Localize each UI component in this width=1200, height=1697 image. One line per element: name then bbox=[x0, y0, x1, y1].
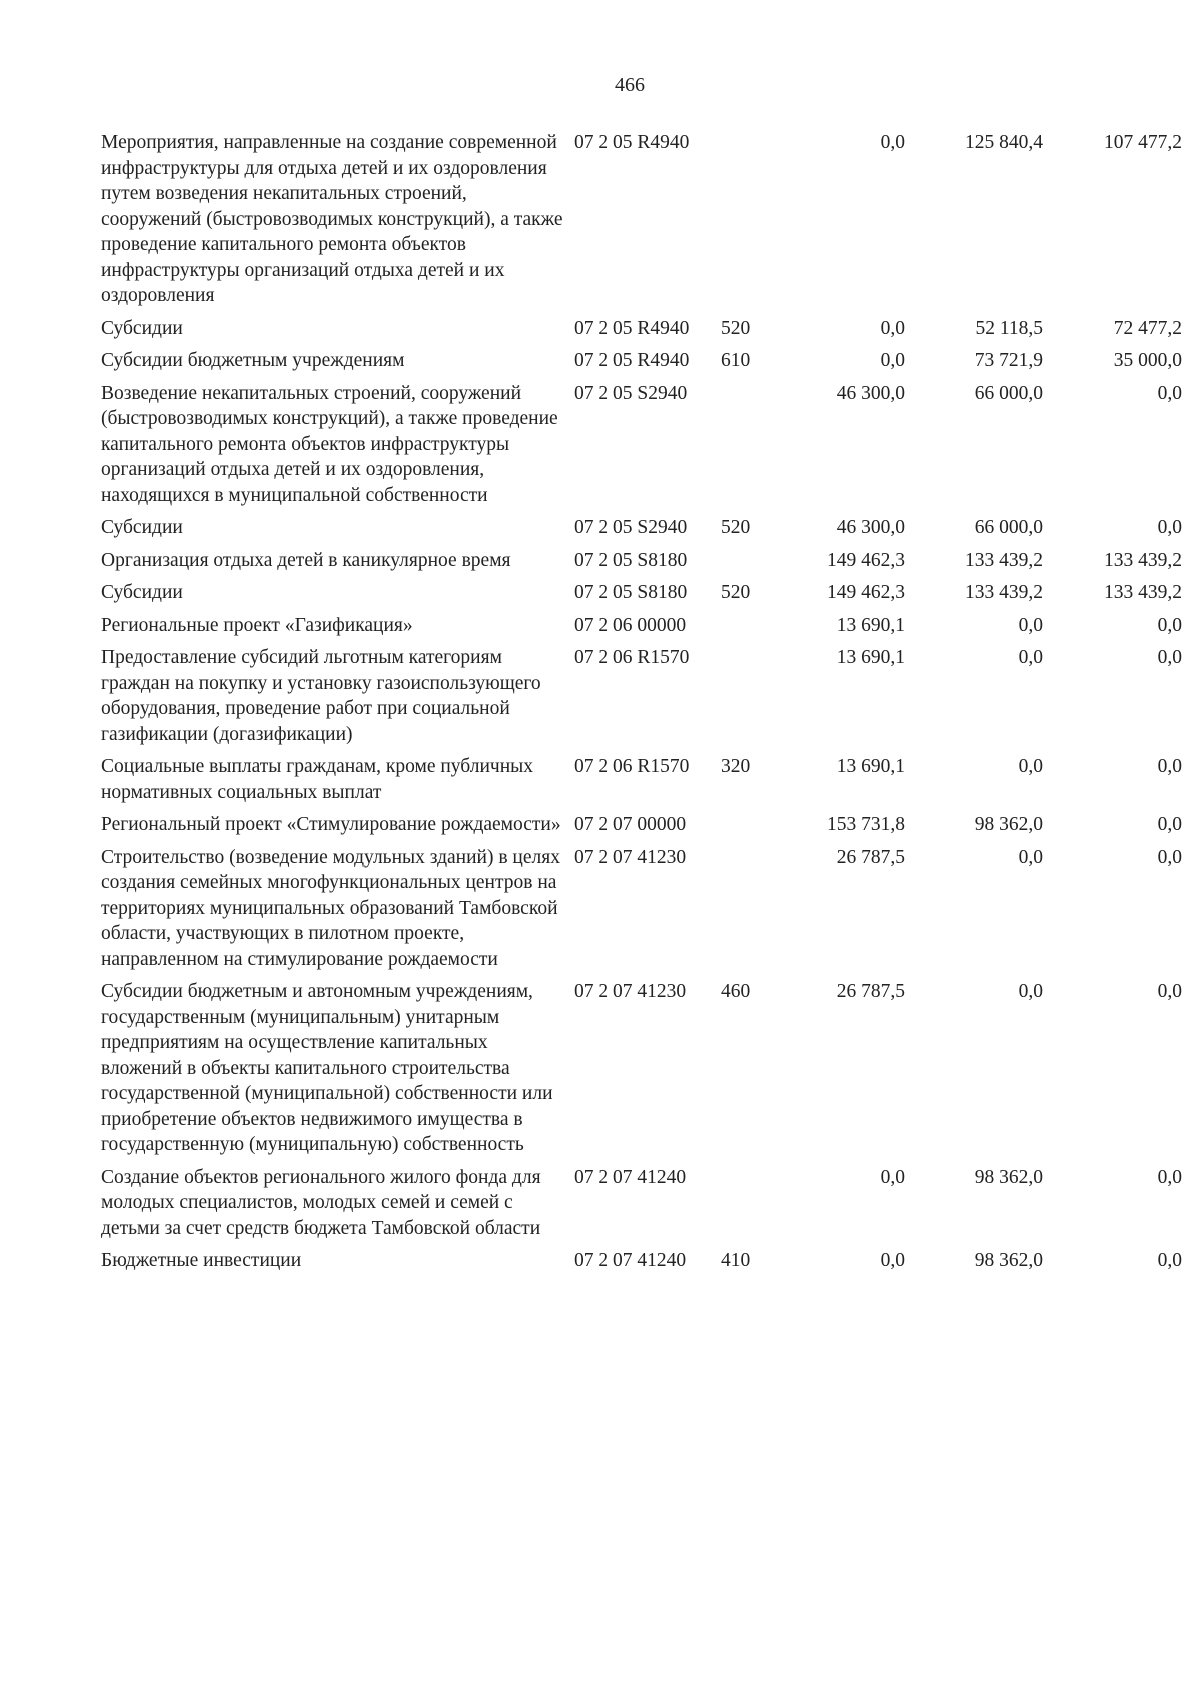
table-row bbox=[101, 580, 1182, 606]
row-value-1: 13 690,1 bbox=[836, 647, 905, 668]
row-value-1: 0,0 bbox=[880, 132, 905, 153]
row-value-2: 0,0 bbox=[1018, 614, 1043, 636]
table-row bbox=[101, 348, 1182, 374]
row-value-3: 72 477,2 bbox=[1113, 317, 1182, 339]
row-name: Региональный проект «Стимулирование рождаемости» bbox=[101, 814, 561, 835]
row-value-3: 133 439,2 bbox=[1104, 582, 1182, 603]
row-name: Мероприятия, направленные на создание современной инфраструктуры для отдыха детей и их оздоровления путем возведения некапитальных строений, сооружений (быстровозводимых конструкций), а также проведение капитального ремонта объектов инфраструктуры организаций отдыха детей и их оздоровления bbox=[101, 132, 563, 306]
row-expense-type: 520 bbox=[721, 582, 751, 603]
row-value-1: 0,0 bbox=[880, 350, 905, 371]
row-value-2: 133 439,2 bbox=[965, 582, 1043, 603]
row-name: Создание объектов регионального жилого фонда для молодых специалистов, молодых семей и семей с детьми за счет средств бюджета Тамбовской области bbox=[101, 1166, 541, 1239]
row-value-3: 0,0 bbox=[1157, 981, 1182, 1002]
table-row bbox=[101, 845, 1182, 973]
row-value-3: 35 000,0 bbox=[1113, 350, 1182, 371]
row-value-2: 125 840,4 bbox=[965, 132, 1043, 153]
row-value-2: 0,0 bbox=[1018, 846, 1043, 868]
row-code: 07 2 06 00000 bbox=[574, 614, 687, 636]
table-row bbox=[101, 613, 1182, 639]
table-row bbox=[101, 1165, 1182, 1242]
row-value-1: 0,0 bbox=[880, 1166, 905, 1188]
row-value-1: 46 300,0 bbox=[836, 517, 905, 538]
row-code: 07 2 05 S2940 bbox=[574, 517, 688, 538]
table-row bbox=[101, 645, 1182, 747]
row-value-1: 149 462,3 bbox=[827, 549, 905, 571]
page-number: 466 bbox=[615, 74, 645, 96]
row-name: Возведение некапитальных строений, сооружений (быстровозводимых конструкций), а также проведение капитального ремонта объектов инфраструктуры организаций отдыха детей и их оздоровления, находящихся в муниципальной собственности bbox=[101, 382, 558, 506]
row-code: 07 2 05 R4940 bbox=[574, 350, 690, 371]
row-value-3: 0,0 bbox=[1157, 647, 1182, 668]
table-row bbox=[101, 979, 1182, 1158]
row-expense-type: 320 bbox=[721, 756, 751, 777]
row-code: 07 2 07 41230 bbox=[574, 846, 687, 868]
row-code: 07 2 05 S2940 bbox=[574, 382, 688, 404]
row-code: 07 2 06 R1570 bbox=[574, 756, 690, 777]
row-expense-type: 520 bbox=[721, 317, 751, 339]
row-value-2: 73 721,9 bbox=[974, 350, 1043, 371]
row-value-2: 66 000,0 bbox=[974, 517, 1043, 538]
row-value-3: 0,0 bbox=[1157, 846, 1182, 868]
row-name: Региональные проект «Газификация» bbox=[101, 614, 413, 636]
table-row bbox=[101, 754, 1182, 805]
row-value-3: 107 477,2 bbox=[1104, 132, 1182, 153]
row-name: Предоставление субсидий льготным категориям граждан на покупку и установку газоиспользующего оборудования, проведение работ при социальной газификации (догазификации) bbox=[101, 647, 541, 745]
row-value-2: 0,0 bbox=[1018, 647, 1043, 668]
row-code: 07 2 05 R4940 bbox=[574, 317, 690, 339]
row-value-3: 0,0 bbox=[1157, 382, 1182, 404]
table-row bbox=[101, 316, 1182, 342]
row-name: Субсидии bbox=[101, 517, 183, 538]
row-value-2: 66 000,0 bbox=[974, 382, 1043, 404]
row-name: Социальные выплаты гражданам, кроме публичных нормативных социальных выплат bbox=[101, 756, 533, 803]
table-row bbox=[101, 130, 1182, 309]
row-name: Строительство (возведение модульных зданий) в целях создания семейных многофункциональных центров на территориях муниципальных образований Тамбовской области, участвующих в пилотном проекте, направленном на стимулирование рождаемости bbox=[101, 846, 560, 970]
row-value-1: 149 462,3 bbox=[827, 582, 905, 603]
row-code: 07 2 07 41230 bbox=[574, 981, 687, 1002]
row-value-1: 26 787,5 bbox=[836, 846, 905, 868]
row-value-2: 0,0 bbox=[1018, 981, 1043, 1002]
row-expense-type: 410 bbox=[721, 1250, 751, 1271]
row-value-3: 0,0 bbox=[1157, 1166, 1182, 1188]
row-code: 07 2 05 R4940 bbox=[574, 132, 690, 153]
row-code: 07 2 07 41240 bbox=[574, 1166, 687, 1188]
row-code: 07 2 06 R1570 bbox=[574, 647, 690, 668]
row-value-3: 0,0 bbox=[1157, 756, 1182, 777]
table-row bbox=[101, 1248, 1182, 1274]
row-code: 07 2 07 00000 bbox=[574, 814, 687, 835]
row-name: Субсидии бюджетным учреждениям bbox=[101, 350, 405, 371]
row-value-1: 26 787,5 bbox=[836, 981, 905, 1002]
row-value-1: 13 690,1 bbox=[836, 756, 905, 777]
table-row bbox=[101, 381, 1182, 509]
row-value-3: 0,0 bbox=[1157, 614, 1182, 636]
row-name: Бюджетные инвестиции bbox=[101, 1250, 302, 1271]
row-value-2: 133 439,2 bbox=[965, 549, 1043, 571]
row-value-2: 98 362,0 bbox=[974, 1250, 1043, 1271]
row-code: 07 2 05 S8180 bbox=[574, 582, 688, 603]
table-row bbox=[101, 548, 1182, 574]
row-value-2: 0,0 bbox=[1018, 756, 1043, 777]
row-value-1: 13 690,1 bbox=[836, 614, 905, 636]
row-expense-type: 610 bbox=[721, 350, 751, 371]
row-value-2: 52 118,5 bbox=[975, 317, 1043, 339]
row-code: 07 2 05 S8180 bbox=[574, 549, 688, 571]
table-row bbox=[101, 812, 1182, 838]
row-code: 07 2 07 41240 bbox=[574, 1250, 687, 1271]
row-value-2: 98 362,0 bbox=[974, 1166, 1043, 1188]
row-value-1: 46 300,0 bbox=[836, 382, 905, 404]
row-value-1: 0,0 bbox=[880, 317, 905, 339]
row-value-3: 0,0 bbox=[1157, 1250, 1182, 1271]
row-expense-type: 460 bbox=[721, 981, 751, 1002]
row-expense-type: 520 bbox=[721, 517, 751, 538]
row-name: Субсидии бюджетным и автономным учреждениям, государственным (муниципальным) унитарным предприятиям на осуществление капитальных вложений в объекты капитального строительства государственной (муниципальной) собственности или приобретение объектов недвижимого имущества в государственную (муниципальную) собственность bbox=[101, 981, 553, 1155]
budget-table bbox=[101, 130, 1182, 1281]
table-row bbox=[101, 515, 1182, 541]
row-value-3: 133 439,2 bbox=[1104, 549, 1182, 571]
row-value-3: 0,0 bbox=[1157, 814, 1182, 835]
row-value-3: 0,0 bbox=[1157, 517, 1182, 538]
row-value-2: 98 362,0 bbox=[974, 814, 1043, 835]
row-value-1: 153 731,8 bbox=[827, 814, 905, 835]
row-name: Субсидии bbox=[101, 582, 183, 603]
row-value-1: 0,0 bbox=[880, 1250, 905, 1271]
row-name: Организация отдыха детей в каникулярное время bbox=[101, 549, 511, 571]
row-name: Субсидии bbox=[101, 317, 183, 339]
